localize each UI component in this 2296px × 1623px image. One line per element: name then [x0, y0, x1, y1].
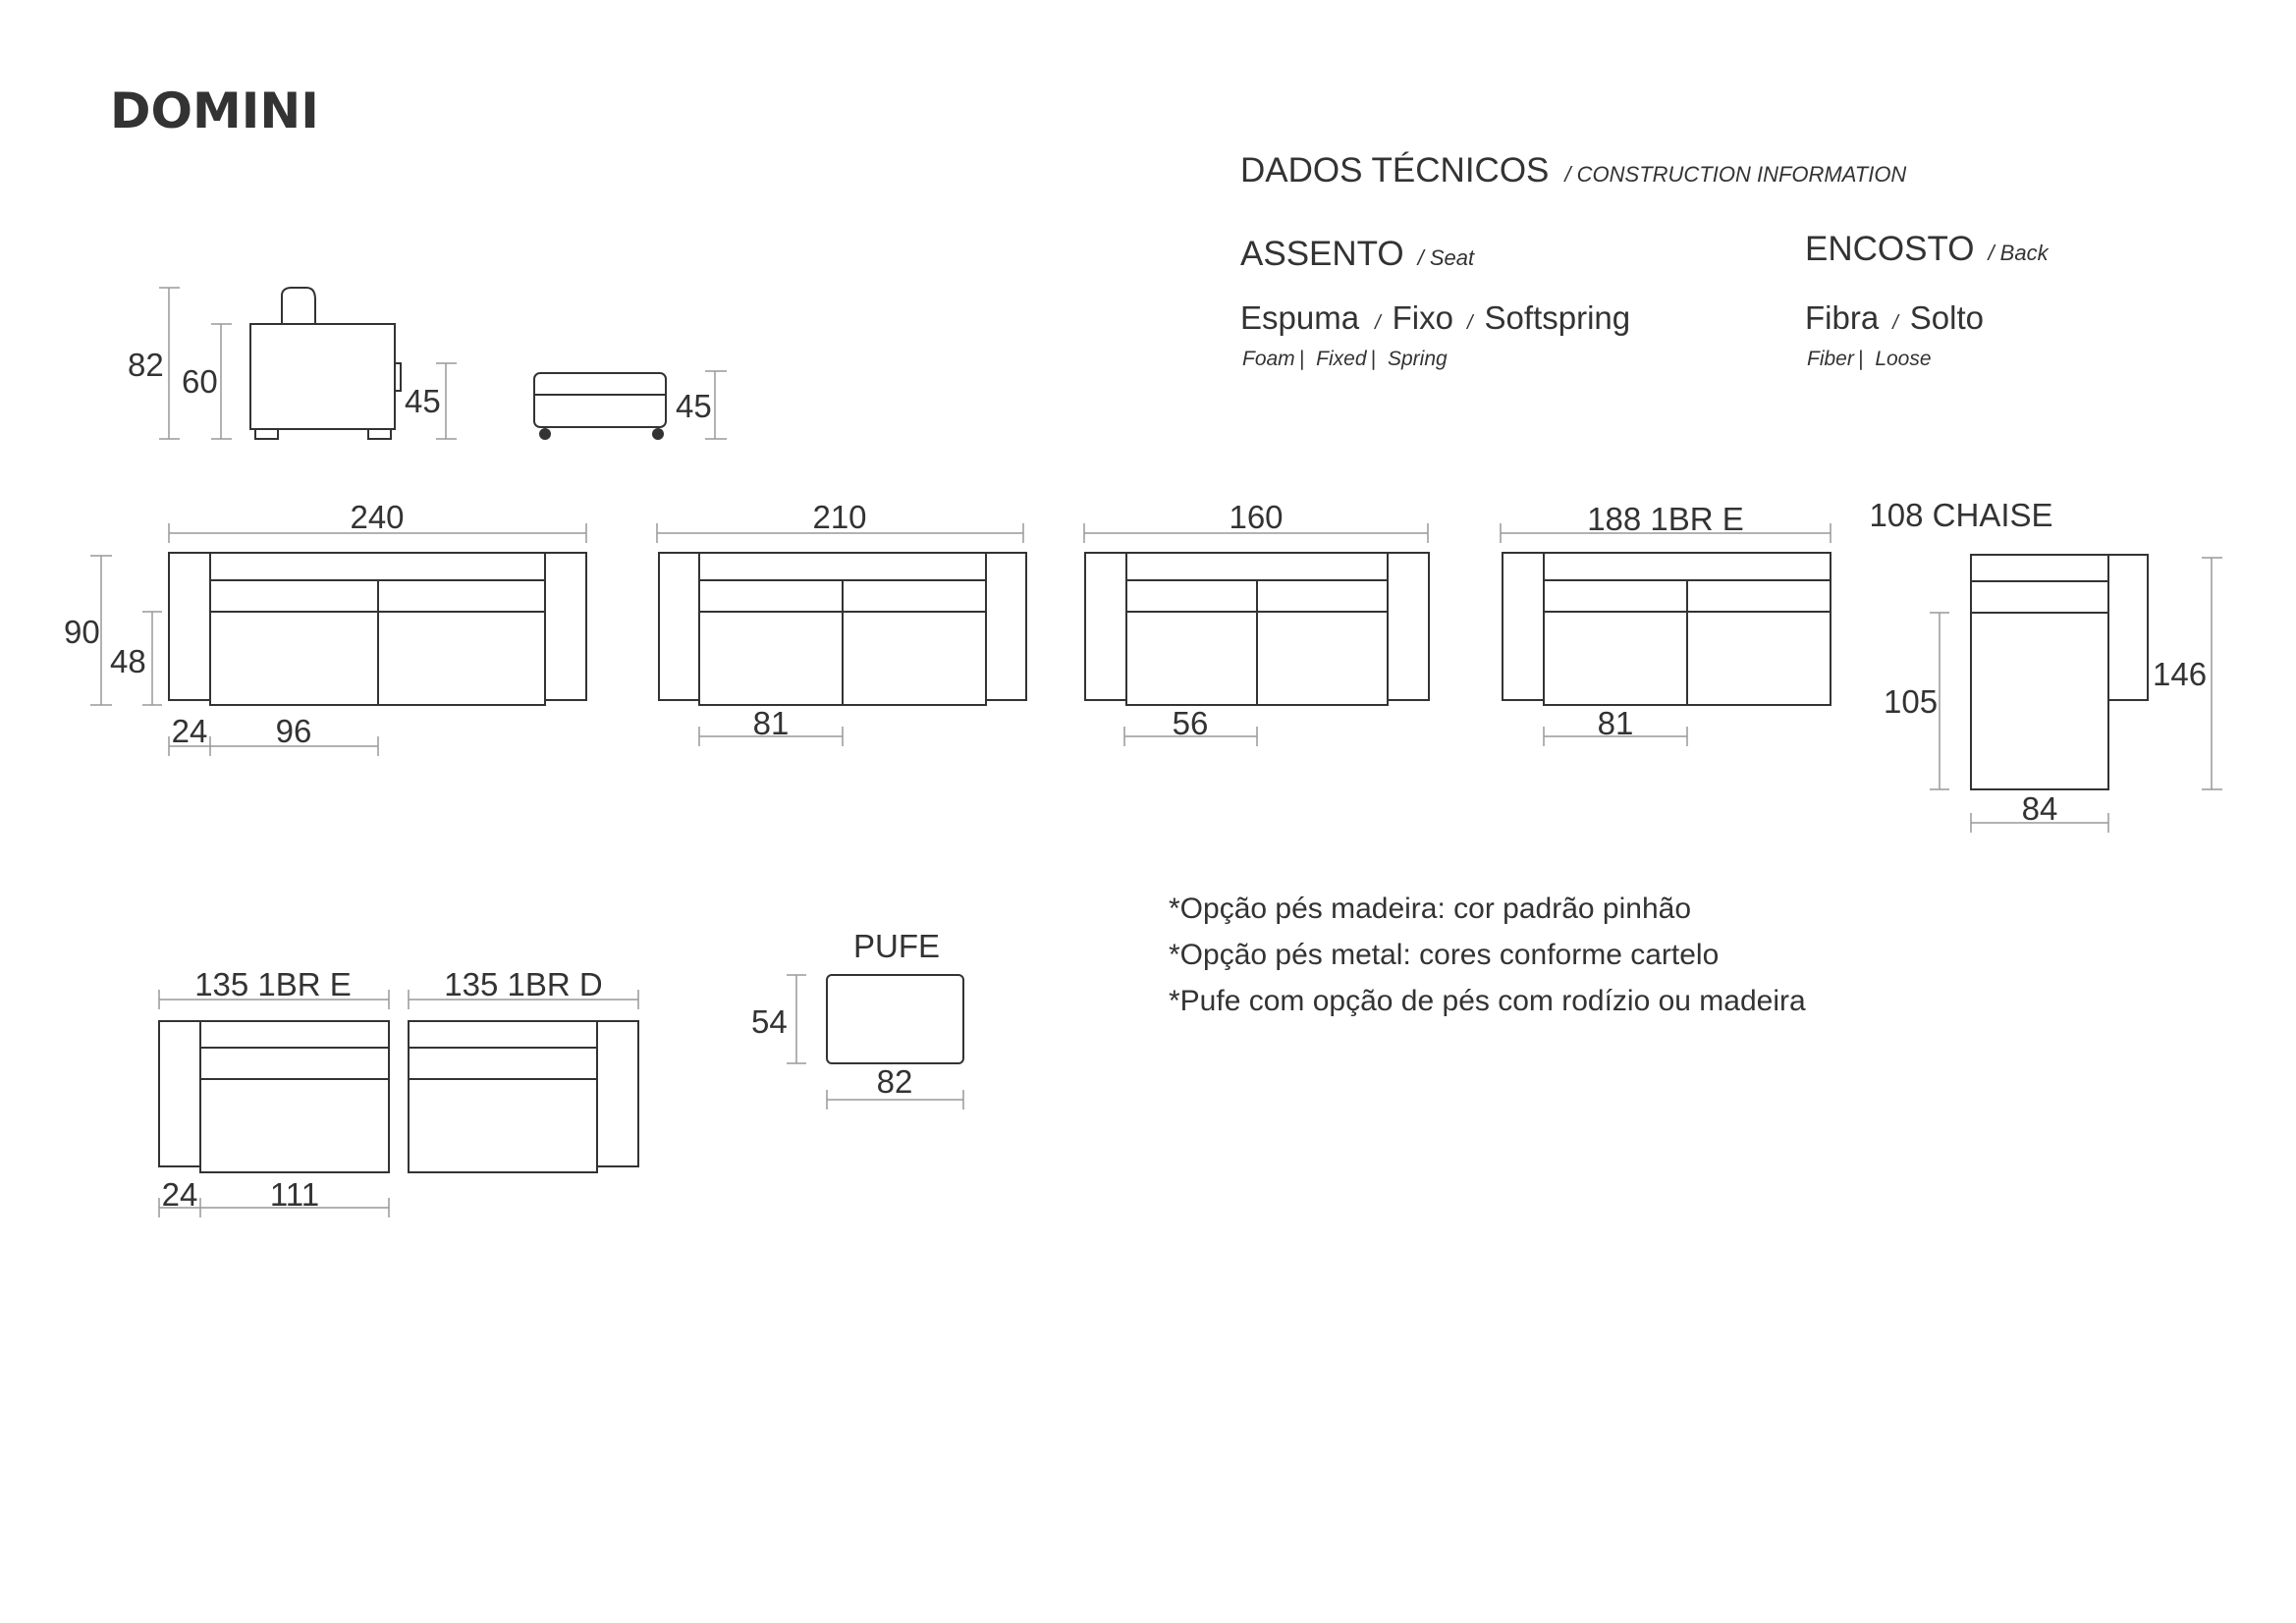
module-135-1br-d — [409, 966, 638, 1172]
module-160 — [1084, 499, 1429, 746]
pouf-side-view — [534, 371, 727, 440]
chaise-length-label: 146 — [2153, 656, 2208, 692]
pufe-depth-label: 54 — [751, 1003, 788, 1040]
module-240 — [64, 499, 586, 756]
note-item: *Pufe com opção de pés com rodízio ou madeira — [1169, 985, 1806, 1017]
module-240-seat-label: 96 — [275, 713, 312, 749]
product-title: DOMINI — [110, 82, 319, 139]
chaise-seat-length-label: 105 — [1884, 683, 1939, 720]
module-188-width-label: 188 1BR E — [1587, 501, 1744, 537]
pufe-width-label: 82 — [876, 1063, 913, 1100]
sofa-side-view — [128, 288, 457, 439]
construction-heading: DADOS TÉCNICOS / CONSTRUCTION INFORMATION — [1240, 151, 1907, 189]
chaise-label: 108 CHAISE — [1869, 497, 2053, 533]
pufe-label: PUFE — [852, 928, 941, 964]
module-135e-width-label: 135 1BR E — [194, 966, 352, 1002]
module-210-seat-label: 81 — [752, 705, 790, 741]
back-options: Fibra / Solto — [1805, 299, 1984, 336]
note-item: *Opção pés metal: cores conforme cartelo — [1169, 939, 1720, 971]
seat-heading: ASSENTO / Seat — [1240, 235, 1475, 273]
module-135-1br-e — [159, 966, 389, 1217]
module-135d-width-label: 135 1BR D — [444, 966, 603, 1002]
module-160-width-label: 160 — [1229, 499, 1284, 535]
module-240-width-label: 240 — [350, 499, 405, 535]
module-240-arm-label: 24 — [171, 713, 208, 749]
module-135e-arm-label: 24 — [161, 1176, 198, 1213]
note-item: *Opção pés madeira: cor padrão pinhão — [1169, 893, 1692, 925]
back-heading: ENCOSTO / Back — [1805, 230, 2049, 268]
module-240-depth-label: 90 — [64, 614, 100, 650]
module-188-1br-e — [1501, 501, 1831, 746]
back-options-en: Fiber | Loose — [1807, 348, 1932, 370]
side-seat-height-label: 45 — [405, 383, 441, 419]
module-210 — [657, 499, 1026, 746]
seat-options: Espuma / Fixo / Softspring — [1240, 299, 1631, 336]
module-108-chaise — [1869, 497, 2222, 833]
construction-info — [1240, 151, 2050, 370]
pufe — [751, 928, 963, 1109]
module-160-seat-label: 56 — [1172, 705, 1209, 741]
module-240-seat-depth-label: 48 — [110, 643, 146, 679]
side-total-height-label: 82 — [128, 347, 164, 383]
module-188-seat-label: 81 — [1597, 705, 1634, 741]
module-210-width-label: 210 — [812, 499, 867, 535]
module-135e-seat-label: 111 — [269, 1176, 320, 1213]
notes — [1169, 893, 1806, 1017]
pouf-height-label: 45 — [676, 388, 712, 424]
chaise-width-label: 84 — [2021, 790, 2058, 827]
seat-options-en: Foam | Fixed | Spring — [1242, 348, 1448, 370]
side-back-height-label: 60 — [182, 363, 218, 400]
